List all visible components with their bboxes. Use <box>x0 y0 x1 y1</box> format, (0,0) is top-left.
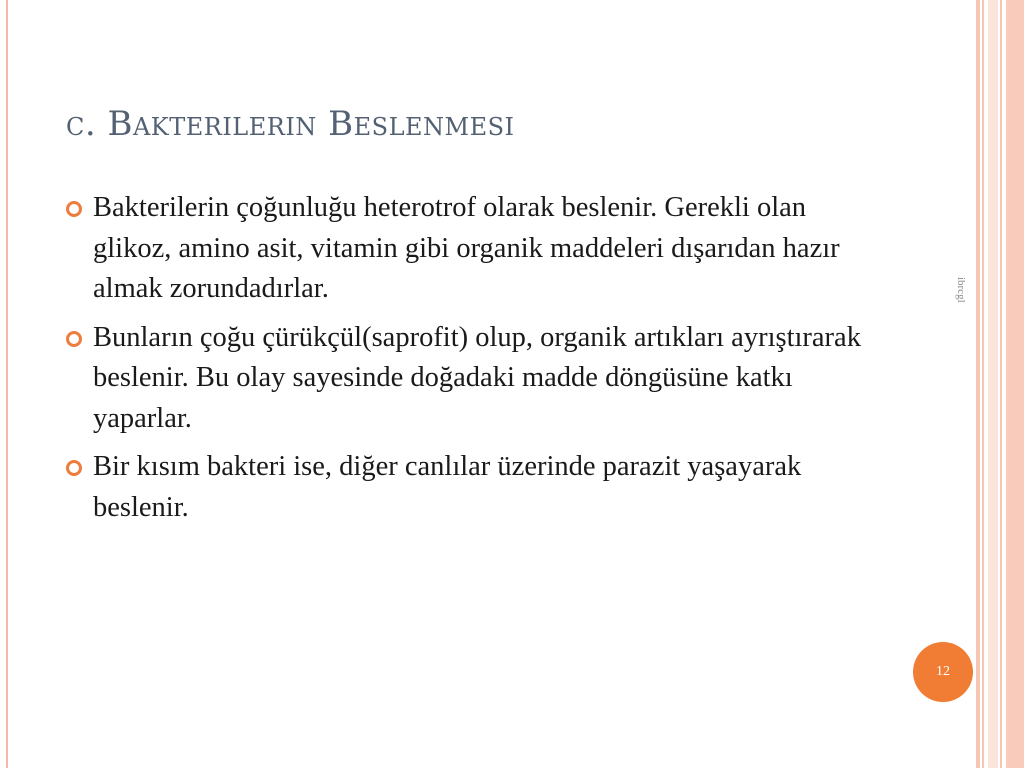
stripe <box>1006 0 1024 768</box>
stripe <box>982 0 984 768</box>
bullet-text: Bakterilerin çoğunluğu heterotrof olarak beslenir. Gerekli olan glikoz, amino asit, vitamin gibi organik maddeleri dışarıdan hazır almak zorundadırlar. <box>93 192 840 304</box>
left-border-line <box>6 0 8 768</box>
circle-bullet-icon <box>66 460 82 476</box>
bullet-item <box>66 188 886 310</box>
page-number-badge <box>913 642 973 702</box>
stripe <box>1000 0 1002 768</box>
circle-bullet-icon <box>66 201 82 217</box>
bullet-text: Bir kısım bakteri ise, diğer canlılar üzerinde parazit yaşayarak beslenir. <box>93 451 802 523</box>
circle-bullet-icon <box>66 331 82 347</box>
page-number-text: 12 <box>936 664 950 679</box>
side-author-text: ibrcgl <box>955 277 967 303</box>
bullet-text: Bunların çoğu çürükçül(saprofit) olup, organik artıkları ayrıştırarak beslenir. Bu olay sayesinde doğadaki madde döngüsüne katkı yaparlar. <box>93 321 861 434</box>
bullet-item <box>66 447 886 528</box>
stripe <box>988 0 998 768</box>
bullet-list <box>66 188 886 536</box>
right-decorative-stripes <box>976 0 1024 768</box>
slide-title: c. Bakterilerin Beslenmesi <box>66 104 515 144</box>
stripe <box>976 0 980 768</box>
bullet-item <box>66 318 886 440</box>
